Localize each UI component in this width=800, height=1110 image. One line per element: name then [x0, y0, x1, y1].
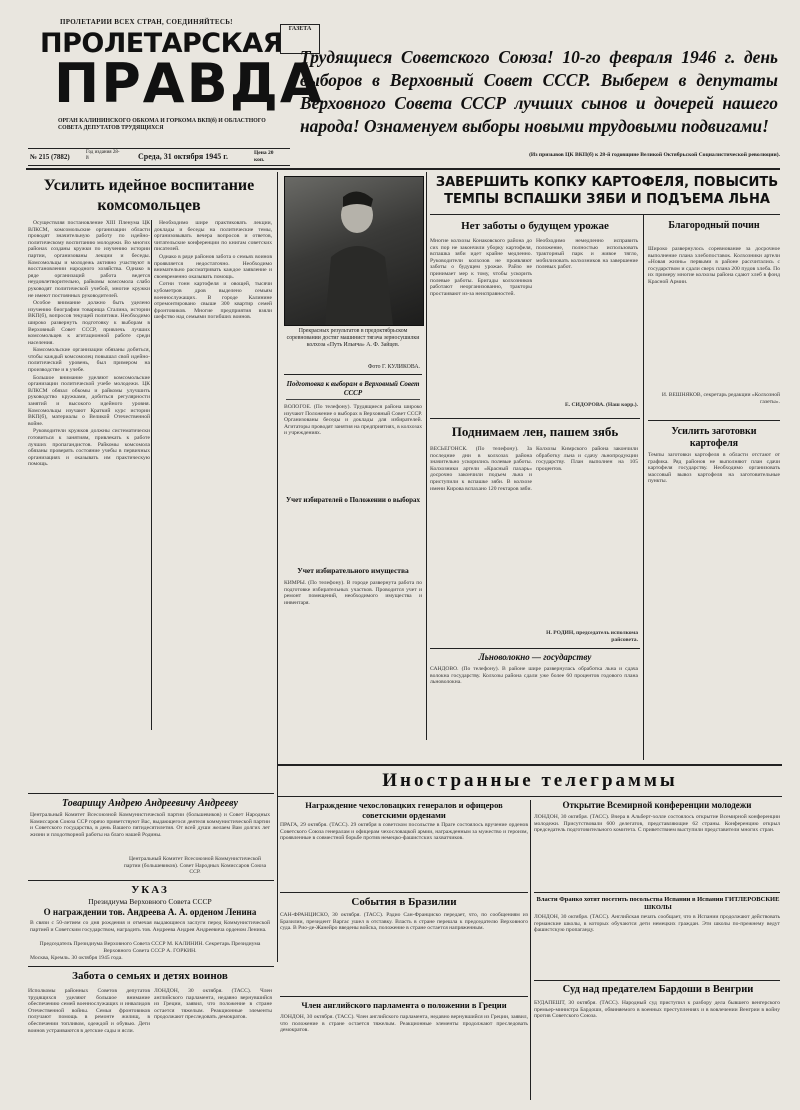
col2-paragraph-1: Необходимо шире практиковать лекции, доклады и беседы на политические темы, организовывать вечера вопросов и ответов, читательские конференции по книгам советских писателей.: [154, 220, 272, 253]
telegram1-text: ПРАГА, 29 октября. (ТАСС). 29 октября в советском посольстве в Праге состоялось вручение орденов Советского Союза генералам и офицерам чехословацкой армии, награжденным за мужество и героизм, проявленные в совместной борьбе против немецко-фашистских захватчиков.: [280, 822, 528, 842]
initiative-text: Широко развернулось соревнование за досрочное выполнение плана хлебопоставок. Колхозники артели «Новая жизнь» первыми в районе рассчитались с государством и сдали сверх плана 200 пудов хлеба. По их примеру многие колхозы района сдают хлеб в фонд Красной Армии.: [648, 246, 780, 285]
col1-paragraph-1: Осуществляя постановление XIII Пленума ЦК ВЛКСМ, комсомольские организации области проводят значительную работу по идейно-политическому воспитанию молодежи. Во многих районах созданы кружки по изучению истории партии, организованы лекции и беседы. Комсомольцы и молодежь активно участвуют в восстановлении народного хозяйства. Однако в ряде организаций работа ведется неудовлетворительно, райкомы комсомола слабо руководят политической учебой, многие кружки не имеют постоянных руководителей.: [28, 220, 150, 299]
flax-headline: Поднимаем лен, пашем зябь: [451, 424, 619, 439]
ukaz-top-rule: [28, 880, 274, 881]
masthead-slogan: ПРОЛЕТАРИИ ВСЕХ СТРАН, СОЕДИНЯЙТЕСЬ!: [60, 18, 233, 26]
ukaz-place: Москва, Кремль. 30 октября 1945 года.: [30, 955, 123, 961]
potato-headline: ЗАВЕРШИТЬ КОПКУ КАРТОФЕЛЯ, ПОВЫСИТЬ ТЕМПЫ ВСПАШКИ ЗЯБИ И ПОДЪЕМА ЛЬНА: [435, 175, 779, 207]
telegram-mid-separator: [530, 800, 531, 1100]
article3-rule: [430, 648, 640, 649]
ukaz-text: В связи с 50-летием со дня рождения и отмечая выдающиеся заслуги перед Коммунистической партией и Советским государством, наградить тов. Андреева Андрея Андреевича орденом Ленина.: [30, 920, 270, 933]
col2-paragraph-2: Однако в ряде районов забота о семьях воинов проявляется недостаточно. Необходимо внимательно рассматривать каждое заявление и своевременно оказывать помощь.: [154, 253, 272, 280]
telegram2-text: ЛОНДОН, 30 октября. (ТАСС). Вчера в Альберт-холле состоялось открытие Всемирной конференции молодежи. Присутствовали 600 делегатов, представляющие 62 страны. Конференцию открыл председатель подготовительного комитета. С приветствием выступили представители многих стран.: [534, 814, 780, 834]
foreign-banner: Иностранные телеграммы: [382, 770, 678, 791]
potato-procurement-headline: Усилить заготовки картофеля: [671, 426, 757, 449]
ukaz-subtitle: Президиума Верховного Совета СССР: [88, 897, 212, 906]
col1-headline: Усилить идейное воспитание комсомольцев: [43, 177, 255, 214]
families-headline: Забота о семьях и детях воинов: [72, 970, 228, 982]
masthead-title-line1: ПРОЛЕТАРСКАЯ: [40, 28, 283, 59]
telegram6-text: ЛОНДОН, 30 октября. (ТАСС). Член английского парламента, недавно вернувшийся из Греции, заявил, что положение в стране остается тяжелым. Реакционные элементы продолжают преследовать демократов.: [280, 1014, 528, 1034]
flax-text-2: Колхозы Кимрского района закончили обработку льна и сдачу льнопродукции государству. План выполнен на 105 процентов.: [536, 446, 638, 472]
col1-paragraph-4: Большое внимание уделяют комсомольские организации политической учебе молодежи. ЦК ВЛКСМ обязал обкомы и райкомы улучшить руководство кружками, добиться регулярности занятий и высокого идейного уровня. Комсомольцы изучают Краткий курс истории ВКП(б), материалы о Великой Отечественной войне.: [28, 374, 150, 427]
telegram6-headline: Член английского парламента о положении в Греции: [301, 1000, 507, 1010]
foreign-top-rule: [278, 764, 782, 766]
stamp-text: ГАЗЕТА: [288, 26, 312, 32]
photo-col-rule: [284, 374, 422, 375]
families-text: Исполкомы районных Советов депутатов трудящихся уделяют большое внимание обеспечению семей военнослужащих и инвалидов Отечественной войны. Семьи фронтовиков получают помощь в ремонте жилищ, в обеспечении топливом, одеждой и обувью. Дети воинов устраиваются в детские сады и ясли.: [28, 988, 150, 1034]
initiative-signature: И. ВЕШНЯКОВ, секретарь редакции «Колхозной газеты».: [661, 392, 780, 405]
telegram3-text: САН-ФРАНЦИСКО, 30 октября. (ТАСС). Радио Сан-Франциско передает, что, по сообщениям из Бразилии, президент Варгас ушел в отставку. Власть в стране перешла к председателю Верховного суда. В Рио-де-Жанейро введены войска, положение в стране остается напряженным.: [280, 912, 528, 932]
spain-top-rule: [534, 892, 780, 893]
families-top-rule: [28, 966, 274, 967]
greece-top-rule: [280, 996, 528, 997]
flax-text: ВЕСЬЕГОНСК. (По телефону). За последние дни в колхозах района значительно ускорились полевые работы. Колхозники артели «Красный пахарь» досрочно закончили подъем льна и приступили к вспашке зяби. В колхозе имени Кирова вспахано 120 гектаров зяби.: [430, 446, 532, 492]
obit-top-rule: [28, 793, 274, 794]
telegram4-text: ЛОНДОН, 30 октября. (ТАСС). Английская печать сообщает, что в Испании продолжают действовать германские школы, в которых обучаются дети немецких граждан. Эти школы по-прежнему ведут фашистскую пропаганду.: [534, 914, 780, 934]
families-text-2: ЛОНДОН, 30 октября. (ТАСС). Член английского парламента, недавно вернувшийся из Греции, заявил, что положение в стране остается тяжелым. Реакционные элементы продолжают преследовать демократов.: [154, 988, 272, 1021]
telegram5-headline: Суд над предателем Бардоши в Венгрии: [562, 984, 754, 995]
photo-credit: Фото Г. КУЛИКОВА.: [367, 364, 420, 370]
worker-figure-image: [285, 177, 423, 325]
ukaz-title: УКАЗ: [131, 884, 169, 896]
obit-signature: Центральный Комитет Всесоюзной Коммунистической партии (большевиков). Совет Народных Комиссаров Союза ССР.: [123, 856, 267, 876]
property-subhead: Учет избирательного имущества: [297, 566, 409, 575]
col2-photo-separator: [277, 172, 278, 962]
telegram5-text: БУДАПЕШТ, 30 октября. (ТАСС). Народный суд приступил к разбору дела бывшего венгерского премьер-министра Бардоши, обвиняемого в военных преступлениях и в вовлечении Венгрии в войну против Советского Союза.: [534, 1000, 780, 1020]
article2-rule: [430, 418, 640, 419]
worker-photo: [284, 176, 424, 326]
initiative-rule: [648, 420, 780, 421]
potato-procurement-text: Темпы заготовки картофеля в области отстают от графика. Ряд районов не выполняют план сдачи картофеля государству. Необходимо организовать массовый вывоз картофеля на заготовительные пункты.: [648, 452, 780, 485]
photo-right-separator: [426, 172, 427, 740]
election-appeal: Трудящиеся Советского Союза! 10-го февраля 1946 г. день выборов в Верховный Совет СССР. Выберем в депутаты Верховного Совета СССР лучших сынов и дочерей нашего народа! Ознаменуем выборы новыми трудовыми подвигами!: [300, 47, 778, 136]
elections-body-1: ВОЛОГОЕ. (По телефону). Трудящиеся района широко изучают Положение о выборах в Верховный Совет СССР. Организованы беседы и доклады для избирателей. Агитаторы проводят занятия на предприятиях, в колхозах и учреждениях.: [284, 404, 422, 437]
appeal-source: (Из призывов ЦК ВКП(б) к 28-й годовщине Великой Октябрьской Социалистической революции).: [529, 152, 780, 158]
telegram2-headline: Открытие Всемирной конференции молодежи: [562, 800, 752, 810]
flax-fibre-headline: Льноволокно — государству: [478, 652, 592, 662]
issue-number: № 215 (7882): [30, 153, 70, 161]
masthead-title-line2: ПРАВДА: [54, 52, 324, 115]
obit-text: Центральный Комитет Всесоюзной Коммунистической партии (большевиков) и Совет Народных Комиссаров Союза ССР горячо приветствуют Вас, выдающегося деятеля коммунистической партии и Советского государства, в день Вашего пятидесятилетия. От всей души желаем Вам долгих лет жизни и плодотворной работы на благо нашей Родины.: [30, 812, 270, 838]
issue-date: Среда, 31 октября 1945 г.: [138, 152, 228, 161]
foreign-banner-rule: [278, 796, 782, 797]
masthead-divider: [26, 168, 780, 170]
col1-body: [28, 220, 150, 730]
masthead-info-bar: [28, 148, 290, 166]
article1-text-2: Необходимо немедленно исправить положение, полностью использовать тракторный парк и живое тягло, мобилизовать колхозников на завершение полевых работ.: [536, 238, 638, 271]
telegram1-headline: Награждение чехословацких генералов и офицеров советскими орденами: [305, 800, 503, 820]
ukaz-heading: О награждении тов. Андреева А. А. орденом Ленина: [43, 907, 257, 917]
ukaz-signature: Председатель Президиума Верховного Совета СССР М. КАЛИНИН. Секретарь Президиума Верховного Совета СССР А. ГОРКИН.: [39, 941, 261, 954]
masthead-subtitle: ОРГАН КАЛИНИНСКОГО ОБКОМА И ГОРКОМА ВКП(б) И ОБЛАСТНОГО СОВЕТА ДЕПУТАТОВ ТРУДЯЩИХСЯ: [58, 118, 266, 131]
col2-paragraph-3: Сотни тонн картофеля и овощей, тысячи кубометров дров выделено семьям военнослужащих. В городе Калинине отремонтировано свыше 300 квартир семей фронтовиков. Многие предприятия взяли шефство над семьями погибших воинов.: [154, 281, 272, 321]
hungary-top-rule: [534, 980, 780, 981]
col1-paragraph-2: Особое внимание должно быть уделено изучению биографии товарища Сталина, истории ВКП(б), вопросов текущей политики. Необходимо широко развернуть подготовку к выборам в Верховный Совет СССР, привлечь лучших комсомольцев к агитационной работе среди населения.: [28, 300, 150, 346]
col1-paragraph-3: Комсомольские организации обязаны добиться, чтобы каждый комсомолец повышал свой идейно-политический уровень, был примером на производстве и в учебе.: [28, 347, 150, 374]
col1-col2-separator: [151, 220, 152, 730]
telegram4-headline: Власти Франко хотят посетить посольства Испании в Испании ГИТЛЕРОВСКИЕ ШКОЛЫ: [536, 896, 780, 911]
col1-paragraph-5: Руководители кружков должны систематически готовиться к занятиям, привлекать к работе лучших пропагандистов. Райкомы комсомола обязаны проверять состояние учебы в первичных организациях и оказывать им практическую помощь.: [28, 428, 150, 468]
initiative-headline: Благородный почин: [668, 220, 760, 231]
elections-rubric: Подготовка к выборам в Верховный Совет СССР: [286, 380, 420, 400]
photo-caption: Прекрасных результатов в предоктябрьском соревновании достиг машинист тягача зерносушилки колхоза «Путь Ильича» А. Ф. Зайцев.: [286, 328, 420, 348]
issue-year: Год издания 28-й: [86, 150, 120, 161]
col2-body: [154, 220, 272, 730]
right-col-separator: [643, 214, 644, 760]
article1-headline: Нет заботы о будущем урожае: [461, 220, 609, 232]
flax-signature: Н. РОДИН, председатель исполкома райсовета.: [546, 630, 638, 643]
obit-title: Товарищу Андрею Андреевичу Андрееву: [62, 798, 238, 809]
flax-fibre-text: САНДОВО. (По телефону). В районе шире развернулась обработка льна и сдача волокна государству. Колхозы района сдали уже более 60 процентов годового плана льноволокна.: [430, 666, 638, 686]
article1-text: Многие колхозы Конаковского района до сих пор не закончили уборку картофеля, вспашка зяби идет крайне медленно. Руководители колхозов не проявляют заботы о будущем урожае. Райзо не принимает мер к тому, чтобы ускорить полевые работы. Бригады колхозников работают неорганизованно, тракторы простаивают из-за неисправностей.: [430, 238, 532, 297]
issue-price: Цена 20 коп.: [254, 150, 274, 163]
telegram3-headline: События в Бразилии: [351, 896, 457, 908]
article1-signature: Е. СИДОРОВА. (Наш корр.).: [564, 402, 638, 408]
brazil-top-rule: [280, 892, 528, 893]
potato-headline-rule: [430, 214, 780, 215]
elections-subhead: Учет избирателей о Положении о выборах: [286, 496, 420, 504]
property-body: КИМРЫ. (По телефону). В городе развернута работа по подготовке избирательных участков. Проводится учет и ремонт помещений, необходимого имущества и инвентаря.: [284, 580, 422, 606]
